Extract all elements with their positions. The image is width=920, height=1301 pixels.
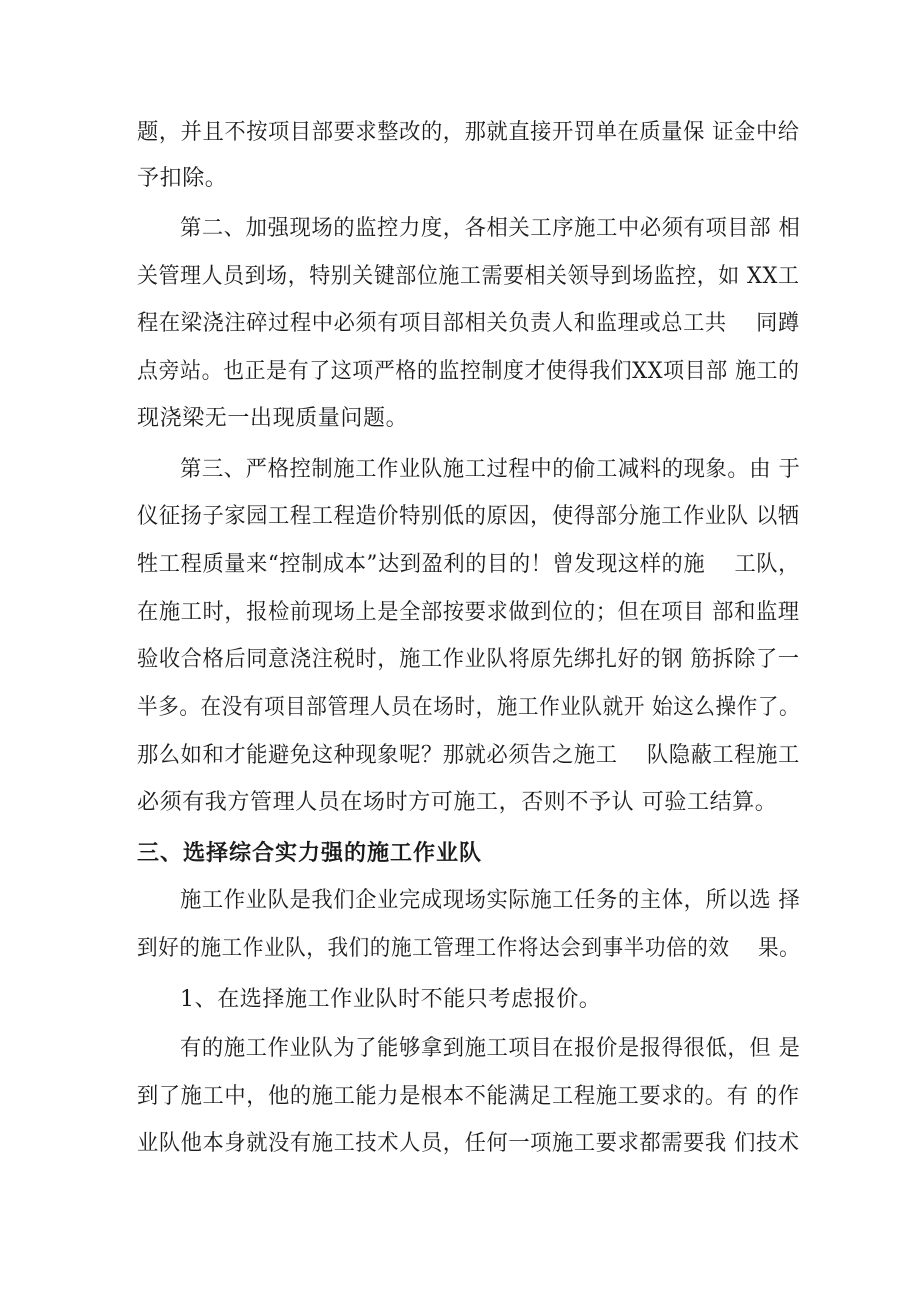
text-line-15: 必须有我方管理人员在场时方可施工，否则不予认 可验工结算。 xyxy=(137,790,778,815)
text-line-1: 题，并且不按项目部要求整改的，那就直接开罚单在质量保 证金中给 xyxy=(137,120,800,145)
text-line-7: 现浇梁无一出现质量问题。 xyxy=(137,406,409,431)
text-line-9: 仪征扬子家园工程工程造价特别低的原因，使得部分施工作业队 以牺 xyxy=(137,504,800,529)
text-line-12: 验收合格后同意浇注税时，施工作业队将原先绑扎好的钢 筋拆除了一 xyxy=(137,647,800,672)
text-line-17: 施工作业队是我们企业完成现场实际施工任务的主体，所以选 择 xyxy=(180,888,801,913)
text-line-20: 有的施工作业队为了能够拿到施工项目在报价是报得很低，但 是 xyxy=(180,1036,801,1061)
text-line-4: 关管理人员到场，特别关键部位施工需要相关领导到场监控，如 XX工 xyxy=(137,264,800,289)
text-line-14: 那么如和才能避免这种现象呢？那就必须告之施工 队隐蔽工程施工 xyxy=(137,743,800,768)
text-line-2: 予扣除。 xyxy=(137,166,228,191)
section-heading: 三、选择综合实力强的施工作业队 xyxy=(137,840,483,866)
text-line-5: 程在梁浇注碎过程中必须有项目部相关负责人和监理或总工共 同蹲 xyxy=(137,311,800,336)
text-line-3: 第二、加强现场的监控力度，各相关工序施工中必须有项目部 相 xyxy=(180,216,801,241)
text-line-13: 半多。在没有项目部管理人员在场时，施工作业队就开 始这么操作了。 xyxy=(137,695,801,720)
text-line-19: 1、在选择施工作业队时不能只考虑报价。 xyxy=(180,987,602,1012)
text-line-18: 到好的施工作业队，我们的施工管理工作将达会到事半功倍的效 果。 xyxy=(137,936,801,961)
text-line-6: 点旁站。也正是有了这项严格的监控制度才使得我们XX项目部 施工的 xyxy=(137,359,800,384)
text-line-11: 在施工时，报检前现场上是全部按要求做到位的；但在项目 部和监理 xyxy=(137,600,800,625)
text-line-22: 业队他本身就没有施工技术人员，任何一项施工要求都需要我 们技术 xyxy=(137,1131,800,1156)
text-line-21: 到了施工中，他的施工能力是根本不能满足工程施工要求的。有 的作 xyxy=(137,1084,800,1109)
text-line-10: 牲工程质量来“控制成本”达到盈利的目的！曾发现这样的施 工队， xyxy=(137,552,800,577)
text-line-8: 第三、严格控制施工作业队施工过程中的偷工减料的现象。由 于 xyxy=(180,457,801,482)
